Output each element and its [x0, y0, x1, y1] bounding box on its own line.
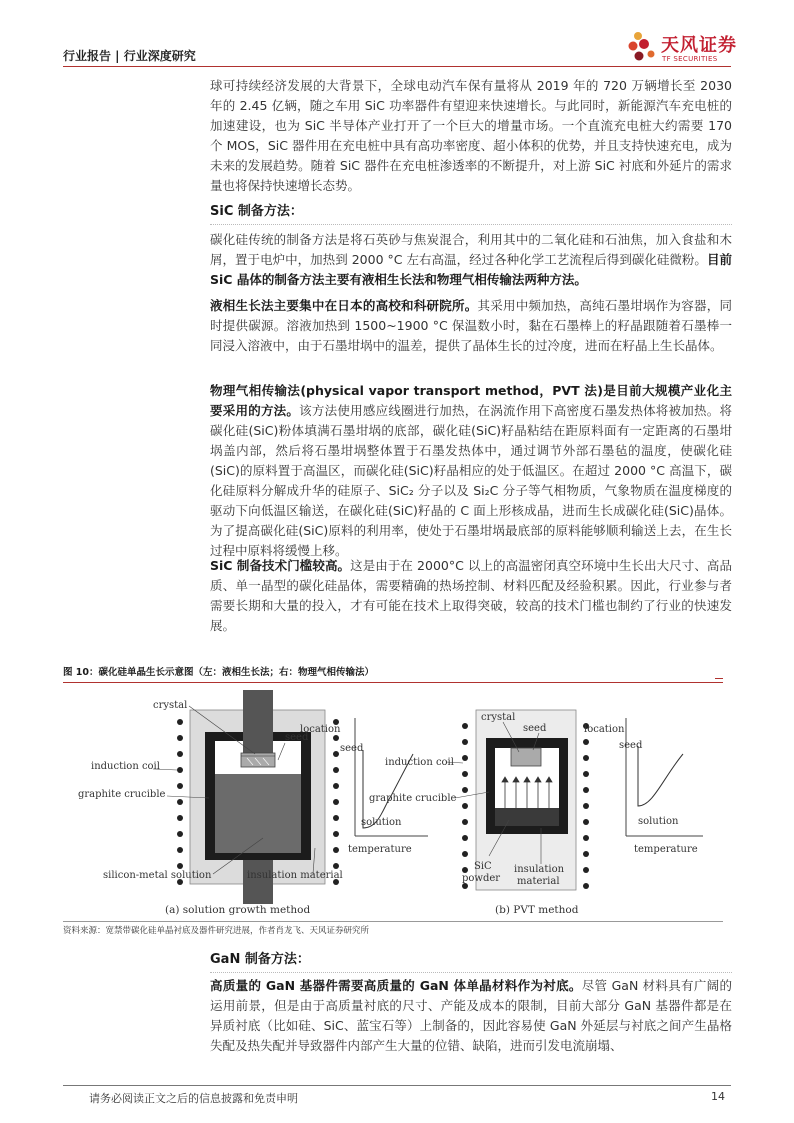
left-seed-label: seed — [285, 732, 309, 743]
sic-p3-text: 该方法使用感应线圈进行加热，在涡流作用下高密度石墨发热体将被加热。将碳化硅(SiC)粉体填满石墨坩埚的底部，碳化硅(SiC)籽晶粘结在距原料面有一定距离的石墨坩埚盖内部，然后将石墨坩埚整体置于石墨发热体中，通过调节外部石墨毡的温度，使碳化硅(SiC)的原料置于高温区，而碳化硅(SiC)籽晶相应的处于低温区。在超过 2000 °C 高温下，碳化硅原料分解成升华的硅原子、SiC₂ 分子以及 Si₂C 分子等气相物质，气象物质在温度梯度的驱动下向低温区输送，在碳化硅(SiC)籽晶的 C 面上形核成晶，进而生长成碳化硅(SiC)晶体。为了提高碳化硅(SiC)原料的利用率，使处于石墨坩埚最底部的原料能够顺利输送上去，在生长过程中原料将缓慢上移。 — [210, 403, 732, 558]
header-divider — [63, 66, 731, 67]
sic-paragraph-4 — [210, 556, 732, 636]
section-divider-2 — [210, 972, 732, 973]
sic-paragraph-3 — [210, 381, 732, 561]
footer-disclaimer: 请务必阅读正文之后的信息披露和免责申明 — [89, 1092, 298, 1105]
left-seed-curve-label: seed — [340, 743, 364, 754]
sic-p1-emphasis: 目前 SiC 晶体的制备方法主要有液相生长法和物理气相传输法两种方法。 — [210, 252, 732, 287]
right-crystal-label: crystal — [481, 712, 516, 723]
gan-p1-text: 尽管 GaN 材料具有广阔的运用前景，但是由于高质量衬底的尺寸、产能及成本的限制，目前大部分 GaN 基器件都是在异质衬底（比如硅、SiC、蓝宝石等）上制备的，因此容易使 GaN 外延层与衬底之间产生晶格失配及热失配并导致器件内部产生大量的位错、缺陷，进而引发电流崩塌、 — [210, 978, 732, 1053]
right-sic-label: SiC — [474, 861, 492, 872]
right-material-label: material — [517, 876, 560, 887]
caption-tick — [715, 678, 723, 679]
right-location-label: location — [584, 724, 625, 735]
left-coil-label: induction coil — [91, 761, 160, 772]
gan-p1-emphasis: 高质量的 GaN 基器件需要高质量的 GaN 体单晶材料作为衬底。 — [210, 978, 582, 993]
sic-p4-emphasis: SiC 制备技术门槛较高。 — [210, 558, 351, 573]
brand-name-en: TF SECURITIES — [662, 55, 718, 63]
gan-paragraph-1 — [210, 976, 732, 1056]
right-seed-curve-label: seed — [619, 740, 643, 751]
sic-p2-text: 其采用中频加热，高纯石墨坩埚作为容器，同时提供碳源。溶液加热到 1500~1900 °C 保温数小时，黏在石墨棒上的籽晶跟随着石墨棒一同浸入溶液中，由于石墨坩埚中的温差，提供了晶体生长的过冷度，进而在籽晶上生长晶体。 — [210, 298, 732, 353]
sic-p2-emphasis: 液相生长法主要集中在日本的高校和科研院所。 — [210, 298, 478, 313]
figure-caption: 图 10：碳化硅单晶生长示意图（左：液相生长法；右：物理气相传输法） — [63, 667, 375, 678]
figure-source: 资料来源：宽禁带碳化硅单晶衬底及器件研究进展，作者肖龙飞、天风证券研究所 — [63, 926, 370, 936]
sic-growth-diagram — [63, 688, 723, 920]
left-location-label: location — [300, 724, 341, 735]
left-crystal-label: crystal — [153, 700, 188, 711]
source-divider — [63, 921, 723, 922]
left-insulation-label: insulation material — [247, 870, 343, 881]
sic-p3-emphasis: 物理气相传输法(physical vapor transport method，PVT 法)是目前大规模产业化主要采用的方法。 — [210, 383, 732, 418]
left-crucible-label: graphite crucible — [78, 789, 166, 800]
footer-divider — [63, 1085, 731, 1086]
report-category: 行业报告 | 行业深度研究 — [63, 49, 196, 63]
intro-paragraph: 球可持续经济发展的大背景下，全球电动汽车保有量将从 2019 年的 720 万辆增长至 2030 年的 2.45 亿辆，随之车用 SiC 功率器件有望迎来快速增长。与此同时，新能源汽车充电桩的加速建设，也为 SiC 半导体产业打开了一个巨大的增量市场。一个直流充电桩大约需要 170 个 MOS，SiC 器件用在充电桩中具有高功率密度、超小体积的优势，并且支持快速充电，成为未来的发展趋势。随着 SiC 器件在充电桩渗透率的不断提升，对上游 SiC 衬底和外延片的需求量也将保持快速增长态势。 — [210, 78, 732, 193]
page-number: 14 — [711, 1090, 725, 1103]
figure-top-rule — [63, 682, 723, 683]
right-sub-caption: (b) PVT method — [495, 904, 579, 916]
right-temperature-label: temperature — [634, 844, 698, 855]
left-solution-curve-label: solution — [361, 817, 402, 828]
pvt-growth-diagram — [369, 710, 703, 916]
left-temperature-label: temperature — [348, 844, 412, 855]
right-coil-label: induction coil — [385, 757, 454, 768]
gan-section-title: GaN 制备方法： — [210, 952, 310, 967]
sic-p1-text: 碳化硅传统的制备方法是将石英砂与焦炭混合，利用其中的二氧化硅和石油焦，加入食盐和木屑，置于电炉中，加热到 2000 °C 左右高温，经过各种化学工艺流程后得到碳化硅微粉。 — [210, 232, 732, 267]
brand-name: 天风证券 — [661, 35, 737, 56]
sic-paragraph-1 — [210, 230, 732, 290]
right-powder-label: powder — [462, 873, 501, 884]
left-solution-metal-label: silicon-metal solution — [103, 870, 212, 881]
sic-section-title: SiC 制备方法： — [210, 204, 303, 219]
section-divider — [210, 224, 732, 225]
sic-paragraph-2 — [210, 296, 732, 356]
sic-p4-text: 这是由于在 2000°C 以上的高温密闭真空环境中生长出大尺寸、高品质、单一晶型的碳化硅晶体，需要精确的热场控制、材料匹配及经验积累。因此，行业参与者需要长期和大量的投入，才有可能在技术上取得突破，较高的技术门槛也制约了行业的快速发展。 — [210, 558, 732, 633]
right-crucible-label: graphite crucible — [369, 793, 457, 804]
right-solution-curve-label: solution — [638, 816, 679, 827]
right-seed-label: seed — [523, 723, 547, 734]
left-sub-caption: (a) solution growth method — [165, 904, 311, 916]
right-insulation-label: insulation — [514, 864, 565, 875]
